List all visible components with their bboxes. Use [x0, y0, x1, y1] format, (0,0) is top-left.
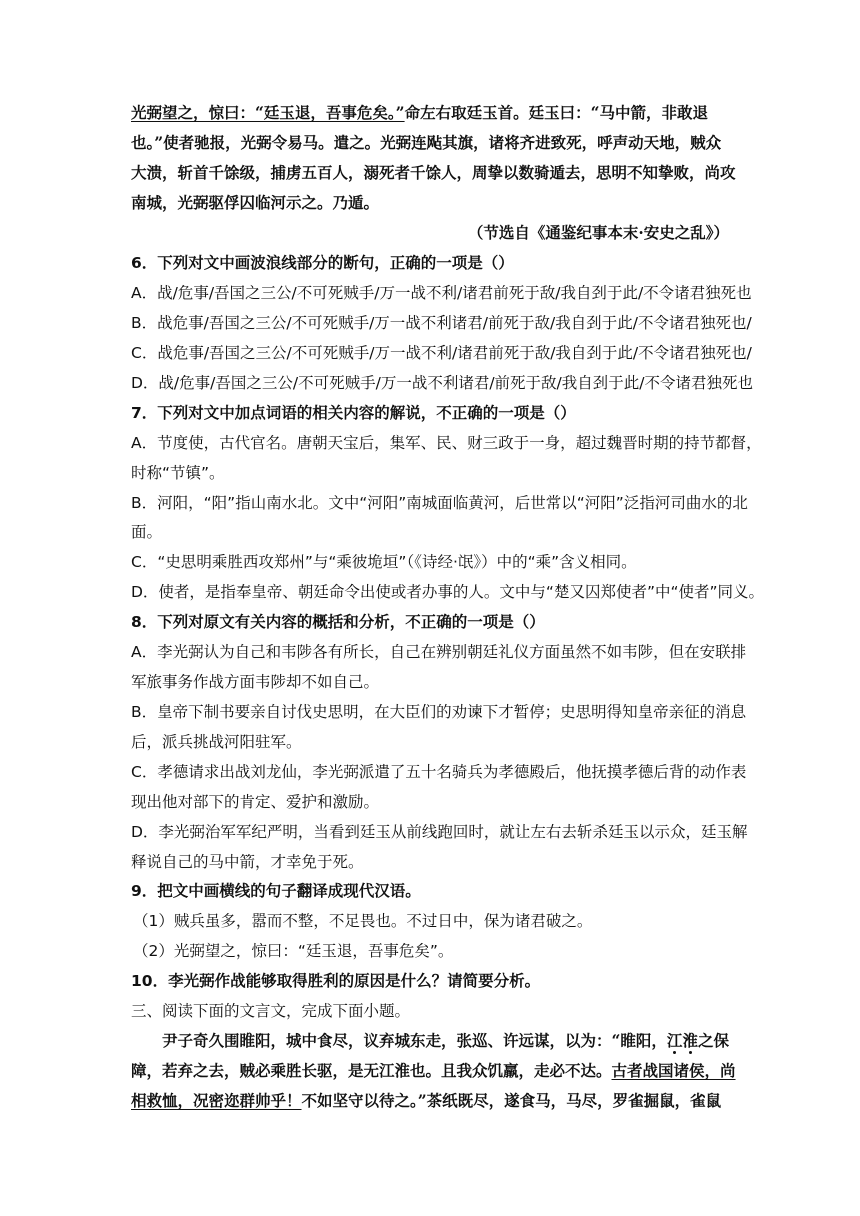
- underlined-sentence: 古者战国诸侯，尚: [611, 1061, 736, 1080]
- section-3-passage-line-1: 尹子奇久围睢阳，城中食尽，议弃城东走，张巡、许远谋，以为：“睢阳，江淮之保: [162, 1031, 729, 1050]
- question-7-option-a-cont: 时称“节镇”。: [131, 464, 225, 482]
- question-8-option-c-cont: 现出他对部下的肯定、爱护和激励。: [131, 793, 380, 811]
- question-8-option-c: C．孝德请求出战刘龙仙，李光弼派遣了五十名骑兵为孝德殿后，他抚摸孝德后背的动作表: [131, 763, 747, 781]
- passage-line-4: 南城，光弼驱俘囚临河示之。乃遁。: [131, 193, 380, 212]
- question-6-stem: 6．下列对文中画波浪线部分的断句，正确的一项是（）: [131, 254, 514, 272]
- question-8-option-a-cont: 军旅事务作战方面韦陟却不如自己。: [131, 673, 380, 691]
- question-6-option-d: D．战/危事/吾国之三公/不可死贼手/万一战不利诸君/前死于敌/我自刭于此/不令诸君独死也: [131, 374, 753, 392]
- question-8-option-b: B．皇帝下制书要亲自讨伐史思明，在大臣们的劝谏下才暂停；史思明得知皇帝亲征的消息: [131, 703, 747, 721]
- question-9-item-1: （1）贼兵虽多，嚣而不整，不足畏也。不过日中，保为诸君破之。: [133, 912, 593, 930]
- section-3-passage-line-2: 障，若弃之去，贼必乘胜长驱，是无江淮也。且我众饥羸，走必不达。古者战国诸侯，尚: [131, 1061, 736, 1080]
- question-6-option-b: B．战危事/吾国之三公/不可死贼手/万一战不利诸君/前死于敌/我自刭于此/不令诸君独死也/: [131, 314, 752, 332]
- question-8-option-a: A．李光弼认为自己和韦陟各有所长，自己在辨别朝廷礼仪方面虽然不如韦陟，但在安联排: [131, 643, 747, 661]
- question-6-option-a: A．战/危事/吾国之三公/不可死贼手/万一战不利/诸君前死于敌/我自刭于此/不令诸君独死也: [131, 284, 752, 302]
- question-9-item-2: （2）光弼望之，惊曰：“廷玉退，吾事危矣”。: [133, 942, 454, 960]
- question-7-option-b-cont: 面。: [131, 523, 163, 541]
- question-8-stem: 8．下列对原文有关内容的概括和分析，不正确的一项是（）: [131, 613, 545, 631]
- emphasis-dot-char: 江: [666, 1031, 683, 1050]
- question-6-option-c: C．战危事/吾国之三公/不可死贼手/万一战不利/诸君前死于敌/我自刭于此/不令诸君独死也/: [131, 344, 752, 362]
- question-7-option-d: D．使者，是指奉皇帝、朝廷命令出使或者办事的人。文中与“楚又囚郑使者”中“使者”同义。: [131, 583, 765, 601]
- question-7-option-a: A．节度使，古代官名。唐朝天宝后，集军、民、财三政于一身，超过魏晋时期的持节都督，: [131, 434, 762, 452]
- section-3-passage-line-3: 相救恤，况密迩群帅乎！不如坚守以待之。”茶纸既尽，遂食马，马尽，罗雀掘鼠，雀鼠: [131, 1091, 722, 1110]
- question-9-stem: 9．把文中画横线的句子翻译成现代汉语。: [131, 882, 421, 900]
- underlined-sentence: 光弼望之，惊曰：“廷玉退，吾事危矣。”: [131, 103, 405, 122]
- question-8-option-d-cont: 释说自己的马中箭，才幸免于死。: [131, 853, 364, 871]
- section-3-heading: 三、阅读下面的文言文，完成下面小题。: [131, 1002, 411, 1020]
- passage-line-3: 大溃，斩首千馀级，捕虏五百人，溺死者千馀人，周挚以数骑遁去，思明不知挚败，尚攻: [131, 163, 736, 182]
- source-citation: （节选自《通鉴纪事本末·安史之乱》）: [467, 223, 729, 242]
- question-10-stem: 10．李光弼作战能够取得胜利的原因是什么？请简要分析。: [131, 972, 541, 990]
- question-8-option-b-cont: 后，派兵挑战河阳驻军。: [131, 733, 302, 751]
- passage-line-2: 也。”使者驰报，光弼令易马。遣之。光弼连飐其旗，诸将齐进致死，呼声动天地，贼众: [131, 133, 722, 152]
- question-8-option-d: D．李光弼治军军纪严明，当看到廷玉从前线跑回时，就让左右去斩杀廷玉以示众，廷玉解: [131, 823, 748, 841]
- question-7-option-b: B．河阳，“阳”指山南水北。文中“河阳”南城面临黄河，后世常以“河阳”泛指河司曲水的北: [131, 494, 748, 512]
- question-7-option-c: C．“史思明乘胜西攻郑州”与“乘彼垝垣”（《诗经·氓》）中的“乘”含义相同。: [131, 553, 637, 571]
- underlined-sentence: 相救恤，况密迩群帅乎！: [131, 1091, 302, 1110]
- question-7-stem: 7．下列对文中加点词语的相关内容的解说，不正确的一项是（）: [131, 404, 576, 422]
- emphasis-dot-char: 淮: [682, 1031, 698, 1050]
- passage-line-1: 光弼望之，惊曰：“廷玉退，吾事危矣。”命左右取廷玉首。廷玉曰：“马中箭，非敢退: [131, 103, 709, 122]
